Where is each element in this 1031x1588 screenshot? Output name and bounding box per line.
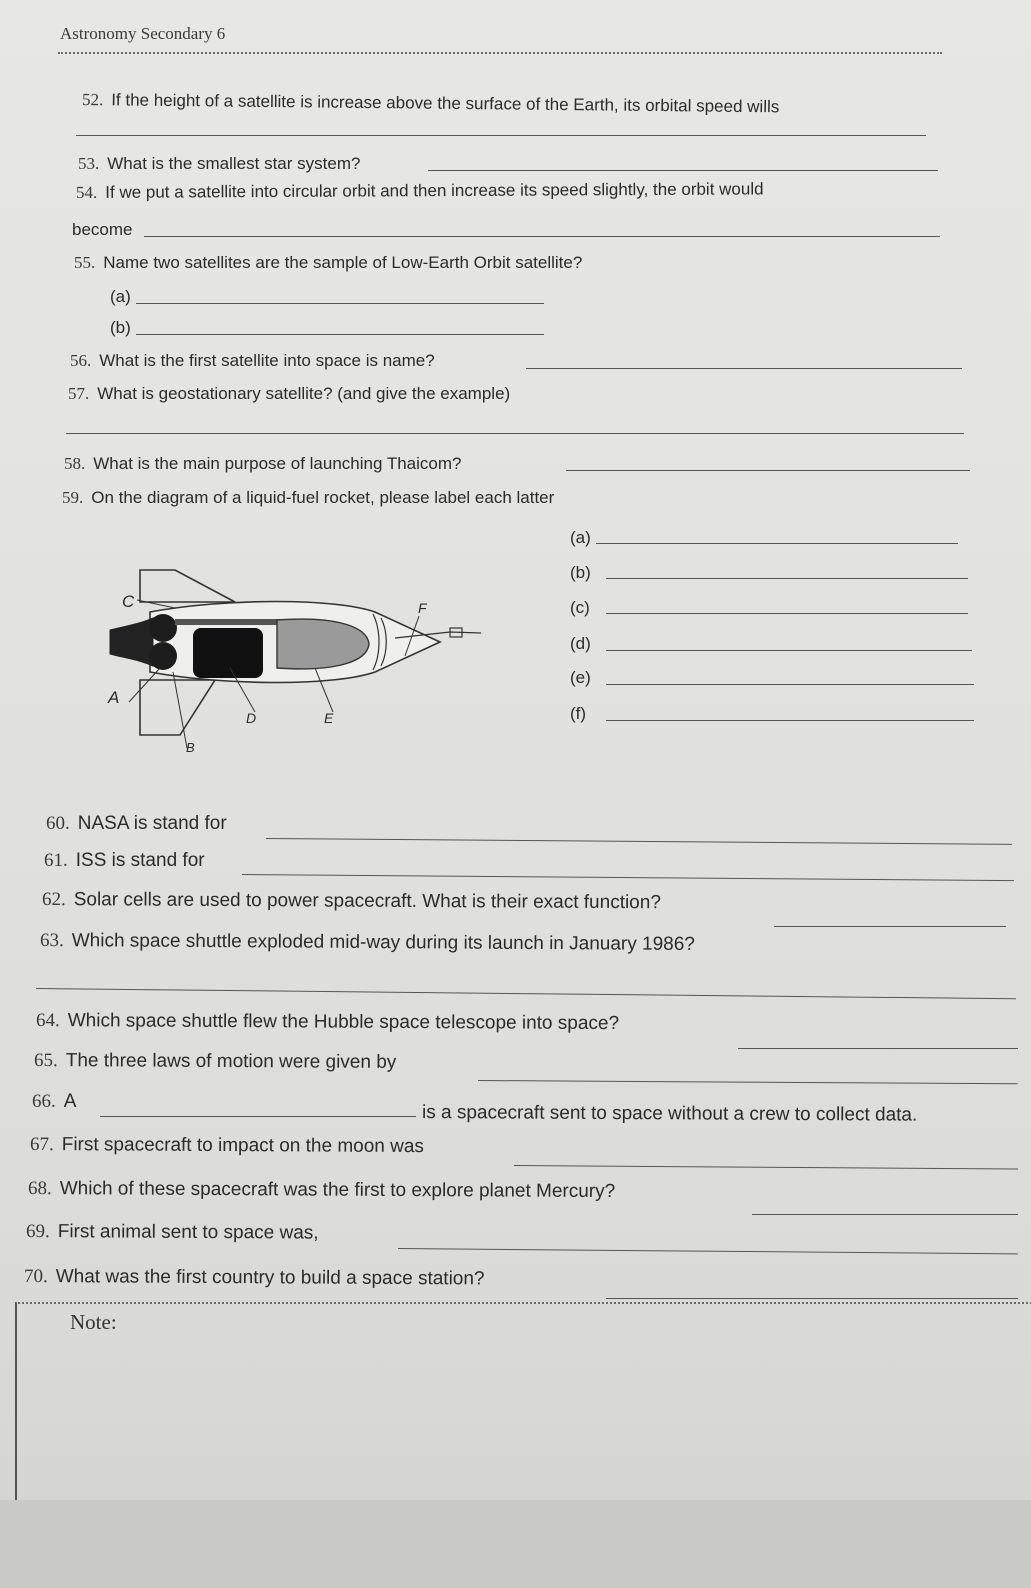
- answer-blank-56[interactable]: [526, 368, 962, 369]
- question-number: 63.: [39, 930, 64, 952]
- question-54: [76, 179, 764, 203]
- question-number: 52.: [81, 90, 104, 110]
- question-62: [42, 889, 661, 914]
- answer-blank-66[interactable]: [100, 1116, 416, 1117]
- question-text: What is the first satellite into space is name?: [99, 351, 435, 370]
- question-52: [82, 90, 780, 117]
- answer-blank-59a[interactable]: [596, 543, 958, 544]
- question-text: What is geostationary satellite? (and give the example): [97, 384, 511, 403]
- question-number: 56.: [70, 351, 92, 370]
- question-text: The three laws of motion were given by: [65, 1050, 397, 1073]
- question-text: Which space shuttle exploded mid-way during its launch in January 1986?: [71, 930, 695, 956]
- question-number: 53.: [78, 154, 100, 173]
- question-text: First animal sent to space was,: [57, 1221, 319, 1244]
- question-text: What is the smallest star system?: [107, 154, 361, 173]
- question-text: First spacecraft to impact on the moon was: [61, 1134, 425, 1158]
- answer-blank-52[interactable]: [76, 135, 926, 136]
- answer-blank-59b[interactable]: [606, 578, 968, 579]
- answer-blank-55b[interactable]: [136, 334, 544, 335]
- question-text: What was the first country to build a space station?: [55, 1266, 485, 1290]
- answer-blank-67[interactable]: [514, 1165, 1018, 1170]
- question-text: ISS is stand for: [75, 850, 205, 871]
- question-64: [36, 1010, 619, 1035]
- question-54-continuation: become: [72, 220, 133, 239]
- liquid-fuel-rocket-diagram: [105, 560, 495, 770]
- question-63: [40, 930, 695, 956]
- answer-blank-65[interactable]: [478, 1080, 1018, 1084]
- answer-label-e: (e): [570, 668, 591, 687]
- question-text: If the height of a satellite is increase above the surface of the Earth, its orbital speed wills: [111, 90, 780, 117]
- question-number: 65.: [33, 1050, 58, 1072]
- question-53: [78, 154, 360, 174]
- question-number: 70.: [23, 1266, 48, 1288]
- answer-blank-54[interactable]: [144, 236, 940, 237]
- page-bottom-background: [0, 1500, 1031, 1588]
- answer-blank-64[interactable]: [738, 1048, 1018, 1049]
- question-number: 62.: [41, 889, 66, 911]
- answer-blank-53[interactable]: [428, 170, 938, 171]
- question-67: [30, 1134, 424, 1158]
- question-55: [74, 253, 582, 273]
- diagram-letter-a: A: [108, 688, 120, 707]
- answer-blank-63[interactable]: [36, 988, 1016, 999]
- question-number: 66.: [32, 1091, 56, 1112]
- note-label: Note:: [70, 1310, 117, 1334]
- header-divider: [58, 52, 942, 54]
- diagram-letter-e: E: [324, 710, 334, 726]
- question-number: 55.: [74, 253, 96, 272]
- question-59: [62, 488, 554, 508]
- answer-blank-61[interactable]: [242, 874, 1014, 881]
- answer-blank-60[interactable]: [266, 838, 1012, 845]
- question-70: [24, 1266, 485, 1290]
- question-number: 68.: [27, 1178, 52, 1200]
- question-68: [28, 1178, 615, 1203]
- question-66: [32, 1091, 76, 1113]
- question-number: 61.: [44, 850, 68, 871]
- question-number: 54.: [75, 182, 98, 202]
- answer-label-c: (c): [570, 598, 590, 617]
- sub-item-b: (b): [110, 318, 131, 337]
- note-box[interactable]: [15, 1302, 1031, 1504]
- worksheet-header: Astronomy Secondary 6: [60, 24, 226, 43]
- question-text: NASA is stand for: [77, 813, 227, 834]
- question-57: [68, 384, 510, 404]
- question-number: 60.: [46, 813, 70, 834]
- question-number: 69.: [25, 1221, 50, 1243]
- diagram-letter-d: D: [246, 710, 257, 726]
- answer-blank-62[interactable]: [774, 926, 1006, 927]
- answer-label-b: (b): [570, 563, 591, 582]
- question-number: 59.: [62, 488, 84, 507]
- answer-blank-59e[interactable]: [606, 684, 974, 685]
- question-number: 67.: [29, 1134, 54, 1156]
- answer-blank-59f[interactable]: [606, 720, 974, 721]
- question-text: If we put a satellite into circular orbit and then increase its speed slightly, the orbit would: [105, 179, 764, 202]
- question-text: What is the main purpose of launching Thaicom?: [93, 454, 462, 473]
- answer-blank-57[interactable]: [66, 433, 964, 434]
- answer-blank-59d[interactable]: [606, 650, 972, 651]
- answer-blank-59c[interactable]: [606, 613, 968, 614]
- question-56: [70, 351, 435, 371]
- sub-item-a: (a): [110, 287, 131, 306]
- answer-blank-58[interactable]: [566, 470, 970, 471]
- question-text: Solar cells are used to power spacecraft. What is their exact function?: [73, 889, 661, 914]
- question-65: [34, 1050, 396, 1074]
- question-text: A: [63, 1091, 77, 1112]
- question-60: [46, 813, 227, 835]
- diagram-letter-b: B: [186, 740, 195, 755]
- answer-label-a: (a): [570, 528, 591, 547]
- question-text: Which space shuttle flew the Hubble space telescope into space?: [67, 1010, 620, 1035]
- question-69: [26, 1221, 319, 1245]
- diagram-letter-c: C: [122, 592, 135, 611]
- answer-label-d: (d): [570, 634, 591, 653]
- question-number: 64.: [35, 1010, 60, 1032]
- question-text: Name two satellites are the sample of Low-Earth Orbit satellite?: [103, 253, 583, 272]
- answer-blank-55a[interactable]: [136, 303, 544, 304]
- answer-blank-68[interactable]: [752, 1214, 1018, 1215]
- question-number: 57.: [68, 384, 90, 403]
- question-61: [44, 850, 205, 872]
- answer-blank-69[interactable]: [398, 1248, 1018, 1254]
- question-66-continuation: is a spacecraft sent to space without a crew to collect data.: [421, 1102, 918, 1126]
- question-number: 58.: [64, 454, 86, 473]
- answer-blank-70[interactable]: [606, 1298, 1018, 1299]
- question-text: On the diagram of a liquid-fuel rocket, please label each latter: [91, 488, 555, 507]
- question-text: Which of these spacecraft was the first to explore planet Mercury?: [59, 1178, 616, 1203]
- diagram-letter-f: F: [418, 600, 427, 616]
- question-58: [64, 454, 461, 474]
- answer-label-f: (f): [570, 704, 587, 723]
